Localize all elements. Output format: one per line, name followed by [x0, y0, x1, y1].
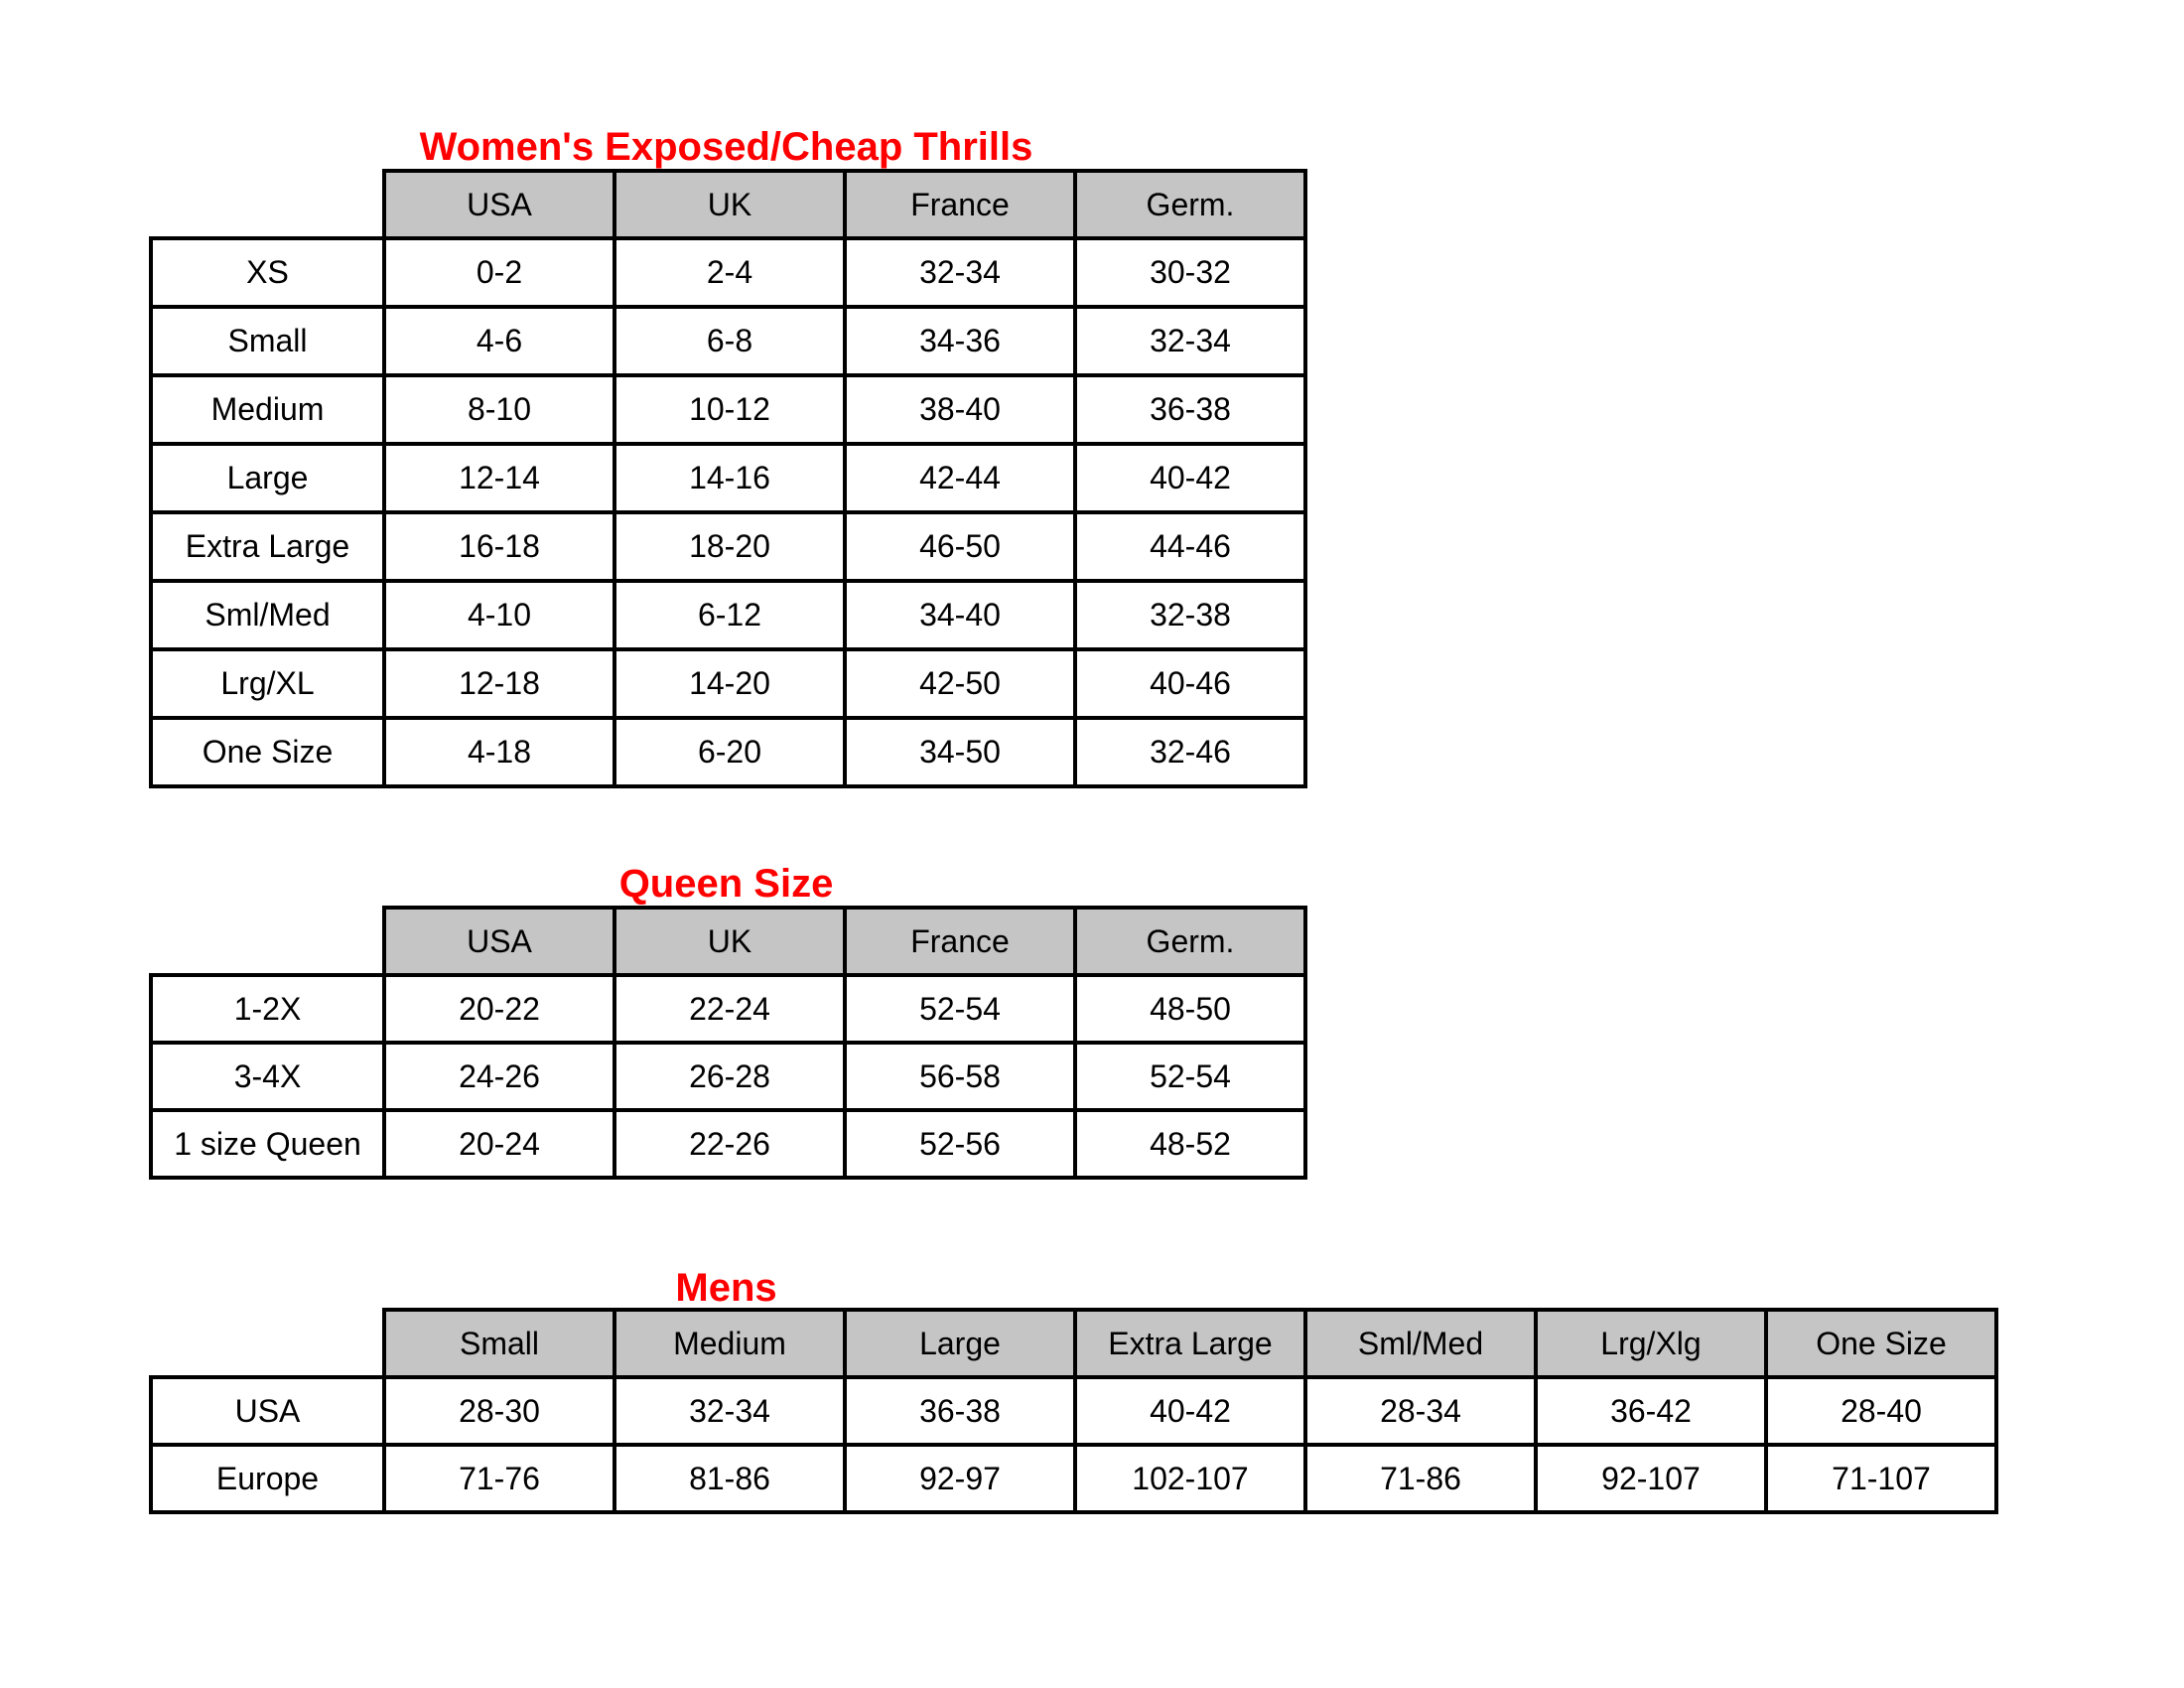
column-header: Germ. — [1075, 908, 1305, 975]
column-header: UK — [614, 908, 845, 975]
table-row — [151, 975, 1305, 1043]
table-row — [151, 581, 1305, 649]
size-cell: 6-20 — [614, 718, 845, 786]
table-row — [151, 649, 1305, 718]
row-label: Medium — [151, 375, 384, 444]
size-cell: 42-50 — [845, 649, 1075, 718]
size-cell: 22-24 — [614, 975, 845, 1043]
size-cell: 14-20 — [614, 649, 845, 718]
size-cell: 71-107 — [1766, 1445, 1996, 1512]
size-cell: 52-54 — [1075, 1043, 1305, 1110]
size-cell: 36-42 — [1536, 1377, 1766, 1445]
size-cell: 34-36 — [845, 307, 1075, 375]
size-cell: 40-42 — [1075, 1377, 1305, 1445]
row-label: USA — [151, 1377, 384, 1445]
size-cell: 0-2 — [384, 238, 614, 307]
size-cell: 32-34 — [1075, 307, 1305, 375]
row-label: 3-4X — [151, 1043, 384, 1110]
size-cell: 22-26 — [614, 1110, 845, 1178]
table-row — [151, 238, 1305, 307]
header-row — [151, 171, 1305, 238]
size-cell: 34-50 — [845, 718, 1075, 786]
size-cell: 44-46 — [1075, 512, 1305, 581]
size-cell: 20-24 — [384, 1110, 614, 1178]
table-row — [151, 307, 1305, 375]
column-header: Extra Large — [1075, 1310, 1305, 1377]
size-cell: 42-44 — [845, 444, 1075, 512]
column-header: USA — [384, 171, 614, 238]
row-label: Europe — [151, 1445, 384, 1512]
column-header: France — [845, 908, 1075, 975]
size-cell: 12-18 — [384, 649, 614, 718]
table-row — [151, 512, 1305, 581]
queen-table-title: Queen Size — [618, 862, 834, 906]
size-cell: 102-107 — [1075, 1445, 1305, 1512]
size-cell: 4-10 — [384, 581, 614, 649]
size-cell: 16-18 — [384, 512, 614, 581]
column-header: France — [845, 171, 1075, 238]
column-header: Medium — [614, 1310, 845, 1377]
size-cell: 26-28 — [614, 1043, 845, 1110]
row-label: Sml/Med — [151, 581, 384, 649]
size-cell: 34-40 — [845, 581, 1075, 649]
column-header: UK — [614, 171, 845, 238]
womens-size-table — [149, 169, 1307, 788]
row-label: 1 size Queen — [151, 1110, 384, 1178]
table-row — [151, 1043, 1305, 1110]
size-cell: 28-30 — [384, 1377, 614, 1445]
size-cell: 48-50 — [1075, 975, 1305, 1043]
size-cell: 4-6 — [384, 307, 614, 375]
corner-cell — [151, 908, 384, 975]
column-header: Lrg/Xlg — [1536, 1310, 1766, 1377]
table-row — [151, 1445, 1996, 1512]
column-header: One Size — [1766, 1310, 1996, 1377]
row-label: Small — [151, 307, 384, 375]
size-cell: 71-86 — [1305, 1445, 1536, 1512]
table-row — [151, 444, 1305, 512]
size-cell: 56-58 — [845, 1043, 1075, 1110]
column-header: Germ. — [1075, 171, 1305, 238]
size-cell: 52-56 — [845, 1110, 1075, 1178]
column-header: USA — [384, 908, 614, 975]
row-label: XS — [151, 238, 384, 307]
queen-table-body — [151, 908, 1305, 1178]
size-cell: 18-20 — [614, 512, 845, 581]
size-cell: 4-18 — [384, 718, 614, 786]
size-cell: 6-8 — [614, 307, 845, 375]
size-cell: 8-10 — [384, 375, 614, 444]
size-cell: 71-76 — [384, 1445, 614, 1512]
corner-cell — [151, 1310, 384, 1377]
size-cell: 92-107 — [1536, 1445, 1766, 1512]
size-cell: 28-34 — [1305, 1377, 1536, 1445]
size-cell: 14-16 — [614, 444, 845, 512]
size-cell: 12-14 — [384, 444, 614, 512]
size-cell: 81-86 — [614, 1445, 845, 1512]
row-label: Large — [151, 444, 384, 512]
size-cell: 24-26 — [384, 1043, 614, 1110]
header-row — [151, 1310, 1996, 1377]
size-cell: 10-12 — [614, 375, 845, 444]
size-cell: 36-38 — [1075, 375, 1305, 444]
column-header: Small — [384, 1310, 614, 1377]
table-row — [151, 1110, 1305, 1178]
row-label: Extra Large — [151, 512, 384, 581]
queen-size-table — [149, 906, 1307, 1180]
size-cell: 6-12 — [614, 581, 845, 649]
row-label: Lrg/XL — [151, 649, 384, 718]
size-cell: 40-42 — [1075, 444, 1305, 512]
mens-size-table — [149, 1308, 1998, 1514]
corner-cell — [151, 171, 384, 238]
mens-table-title: Mens — [675, 1266, 777, 1310]
womens-table-body — [151, 171, 1305, 786]
row-label: One Size — [151, 718, 384, 786]
mens-table-body — [151, 1310, 1996, 1512]
column-header: Large — [845, 1310, 1075, 1377]
table-row — [151, 375, 1305, 444]
size-cell: 32-34 — [845, 238, 1075, 307]
size-cell: 40-46 — [1075, 649, 1305, 718]
size-cell: 28-40 — [1766, 1377, 1996, 1445]
header-row — [151, 908, 1305, 975]
size-cell: 36-38 — [845, 1377, 1075, 1445]
size-cell: 46-50 — [845, 512, 1075, 581]
size-cell: 30-32 — [1075, 238, 1305, 307]
table-row — [151, 718, 1305, 786]
size-cell: 2-4 — [614, 238, 845, 307]
column-header: Sml/Med — [1305, 1310, 1536, 1377]
size-cell: 32-34 — [614, 1377, 845, 1445]
size-cell: 20-22 — [384, 975, 614, 1043]
size-cell: 92-97 — [845, 1445, 1075, 1512]
womens-table-title: Women's Exposed/Cheap Thrills — [419, 125, 1033, 169]
size-cell: 38-40 — [845, 375, 1075, 444]
size-cell: 32-46 — [1075, 718, 1305, 786]
table-row — [151, 1377, 1996, 1445]
size-cell: 48-52 — [1075, 1110, 1305, 1178]
size-cell: 52-54 — [845, 975, 1075, 1043]
row-label: 1-2X — [151, 975, 384, 1043]
size-cell: 32-38 — [1075, 581, 1305, 649]
